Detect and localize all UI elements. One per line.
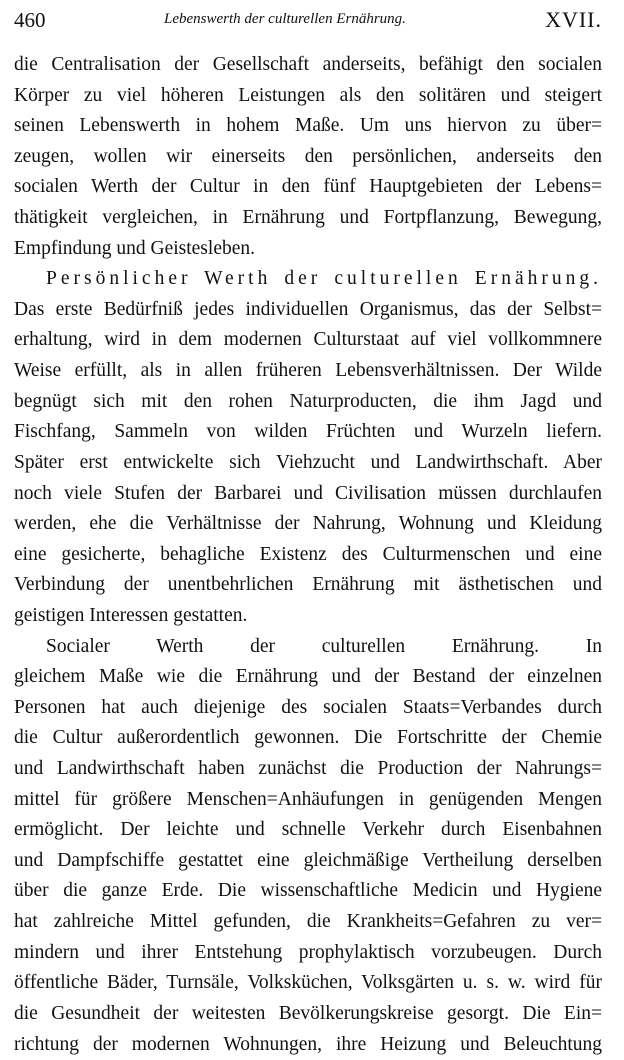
text-line: richtung der modernen Wohnungen, ihre Heizung und Beleuchtung [14, 1030, 602, 1060]
text-line: begnügt sich mit den rohen Naturproducten, die ihm Jagd und [14, 387, 602, 418]
text-line: öffentliche Bäder, Turnsäle, Volksküchen, Volksgärten u. s. w. wird für [14, 968, 602, 999]
text-line: Das erste Bedürfniß jedes individuellen Organismus, das der Selbst= [14, 295, 602, 326]
text-line: die Centralisation der Gesellschaft anderseits, befähigt den socialen [14, 50, 602, 81]
text-line: die Cultur außerordentlich gewonnen. Die Fortschritte der Chemie [14, 723, 602, 754]
text-line: erhaltung, wird in dem modernen Culturstaat auf viel vollkommnere [14, 325, 602, 356]
running-head: Lebenswerth der culturellen Ernährung. [164, 11, 406, 28]
text-line: geistigen Interessen gestatten. [14, 601, 602, 632]
text-line: gleichem Maße wie die Ernährung und der Bestand der einzelnen [14, 662, 602, 693]
text-line: Personen hat auch diejenige des socialen Staats=Verbandes durch [14, 693, 602, 724]
text-line: zeugen, wollen wir einerseits den persönlichen, anderseits den [14, 142, 602, 173]
text-line: hat zahlreiche Mittel gefunden, die Krankheits=Gefahren zu ver= [14, 907, 602, 938]
text-line: und Dampfschiffe gestattet eine gleichmäßige Vertheilung derselben [14, 846, 602, 877]
text-line: mittel für größere Menschen=Anhäufungen in genügenden Mengen [14, 785, 602, 816]
text-line: noch viele Stufen der Barbarei und Civilisation müssen durchlaufen [14, 479, 602, 510]
section-heading-line: Socialer Werth der culturellen Ernährung. In [14, 632, 602, 663]
page-number: 460 [14, 8, 46, 33]
text-line: Körper zu viel höheren Leistungen als den solitären und steigert [14, 81, 602, 112]
text-line: über die ganze Erde. Die wissenschaftliche Medicin und Hygiene [14, 876, 602, 907]
text-line: Später erst entwickelte sich Viehzucht und Landwirthschaft. Aber [14, 448, 602, 479]
text-line: werden, ehe die Verhältnisse der Nahrung, Wohnung und Kleidung [14, 509, 602, 540]
text-line: ermöglicht. Der leichte und schnelle Verkehr durch Eisenbahnen [14, 815, 602, 846]
text-line: thätigkeit vergleichen, in Ernährung und Fortpflanzung, Bewegung, [14, 203, 602, 234]
text-line: Weise erfüllt, als in allen früheren Lebensverhältnissen. Der Wilde [14, 356, 602, 387]
text-line: seinen Lebenswerth in hohem Maße. Um uns hiervon zu über= [14, 111, 602, 142]
text-line: mindern und ihrer Entstehung prophylaktisch vorzubeugen. Durch [14, 938, 602, 969]
text-line: socialen Werth der Cultur in den fünf Hauptgebieten der Lebens= [14, 172, 602, 203]
text-line: und Landwirthschaft haben zunächst die Production der Nahrungs= [14, 754, 602, 785]
body-text [14, 50, 602, 1060]
text-line: die Gesundheit der weitesten Bevölkerungskreise gesorgt. Die Ein= [14, 999, 602, 1030]
chapter-number: XVII. [545, 7, 602, 33]
text-line: Empfindung und Geistesleben. [14, 234, 602, 265]
text-line: Verbindung der unentbehrlichen Ernährung mit ästhetischen und [14, 570, 602, 601]
section-heading-line: Persönlicher Werth der culturellen Ernährung. [14, 264, 602, 295]
text-line: eine gesicherte, behagliche Existenz des Culturmenschen und eine [14, 540, 602, 571]
text-line: Fischfang, Sammeln von wilden Früchten und Wurzeln liefern. [14, 417, 602, 448]
page-header [14, 4, 602, 34]
